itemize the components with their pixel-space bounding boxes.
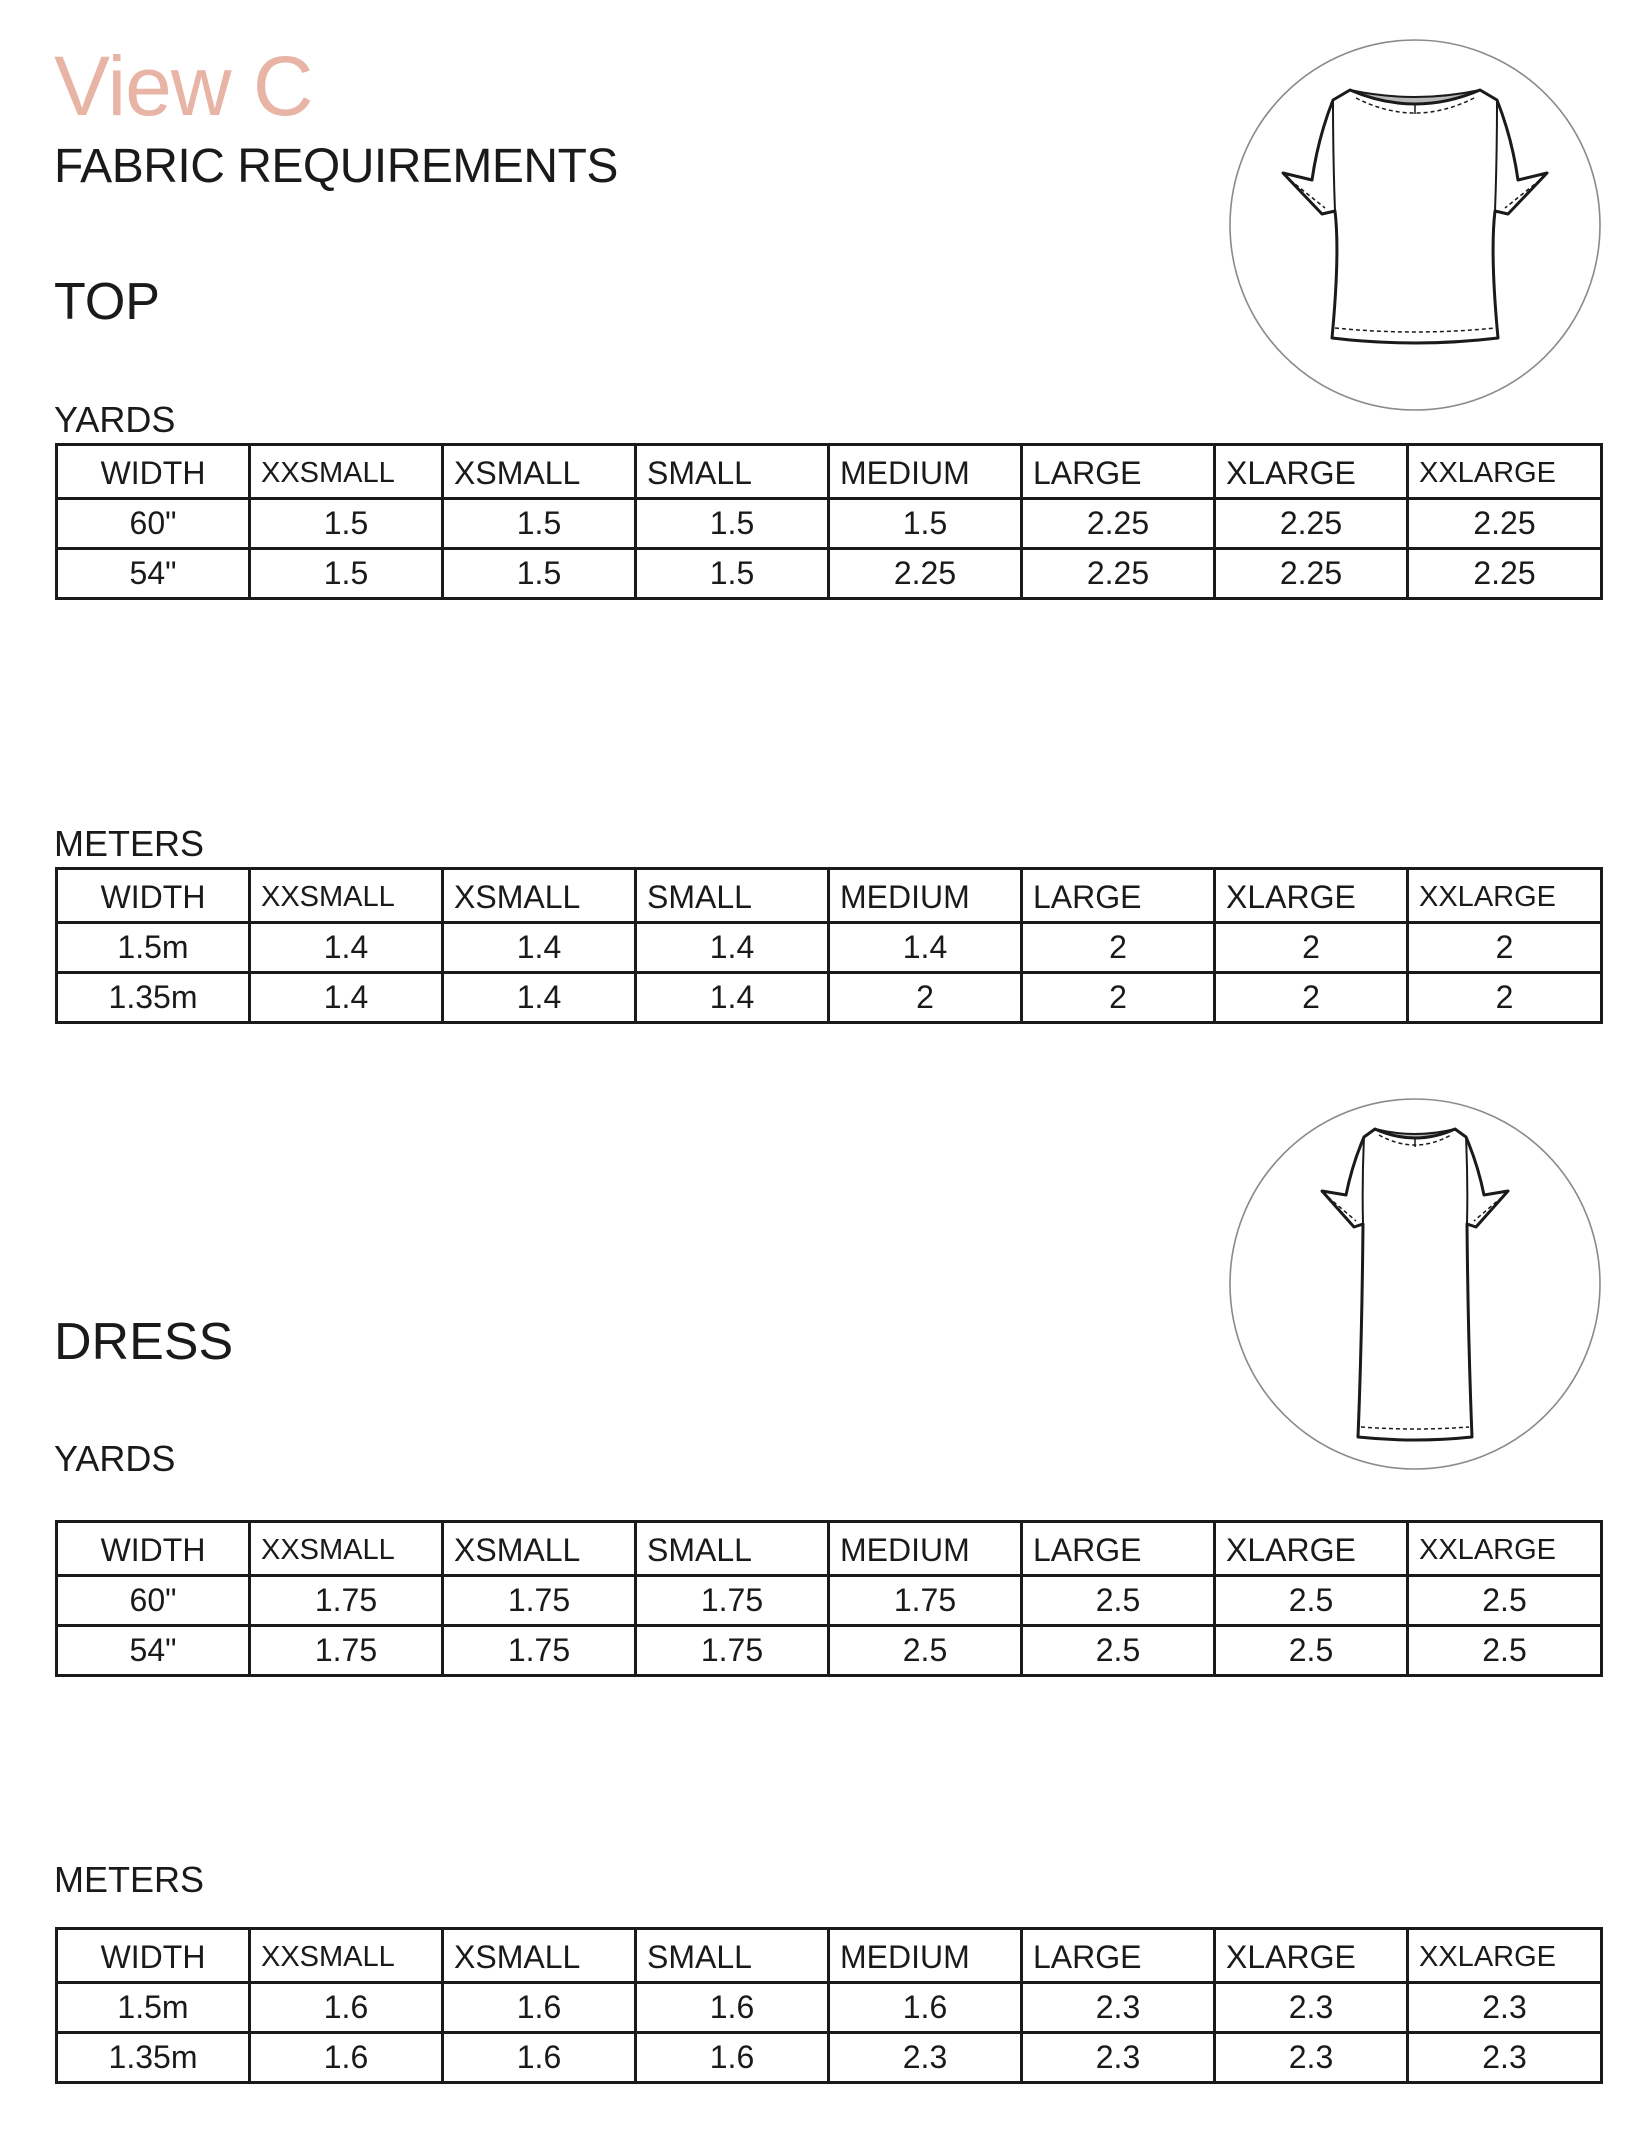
dress-yards-label: YARDS — [54, 1438, 176, 1479]
value-cell: 2 — [1022, 973, 1215, 1023]
top-yards-table — [55, 443, 1603, 600]
value-cell: 2.25 — [1215, 549, 1408, 599]
width-cell: 1.35m — [57, 973, 250, 1023]
dress-meters-label: METERS — [54, 1859, 205, 1900]
size-header: XXLARGE — [1408, 445, 1602, 499]
value-cell: 2.5 — [1022, 1576, 1215, 1626]
width-cell: 1.5m — [57, 1983, 250, 2033]
dress-yards-table — [55, 1520, 1603, 1677]
value-cell: 2.25 — [1022, 499, 1215, 549]
value-cell: 2.5 — [1215, 1626, 1408, 1676]
value-cell: 1.5 — [636, 549, 829, 599]
table-row — [57, 1576, 1602, 1626]
size-header: SMALL — [636, 445, 829, 499]
top-meters-label: METERS — [54, 823, 205, 864]
size-header: SMALL — [636, 869, 829, 923]
value-cell: 2.5 — [829, 1626, 1022, 1676]
value-cell: 2.3 — [1022, 2033, 1215, 2083]
width-header: WIDTH — [57, 1929, 250, 1983]
value-cell: 2.25 — [1408, 499, 1602, 549]
dress-meters-table — [55, 1927, 1603, 2084]
dress-garment-icon — [1228, 1097, 1602, 1471]
value-cell: 1.6 — [636, 2033, 829, 2083]
value-cell: 2.3 — [1215, 2033, 1408, 2083]
value-cell: 1.6 — [443, 2033, 636, 2083]
size-header: XSMALL — [443, 869, 636, 923]
size-header: XLARGE — [1215, 869, 1408, 923]
value-cell: 1.4 — [250, 973, 443, 1023]
value-cell: 2.5 — [1408, 1576, 1602, 1626]
value-cell: 2.3 — [1408, 1983, 1602, 2033]
value-cell: 1.75 — [829, 1576, 1022, 1626]
size-header: XSMALL — [443, 1929, 636, 1983]
top-section-heading: TOP — [54, 273, 160, 331]
size-header: XXSMALL — [250, 1929, 443, 1983]
value-cell: 1.75 — [443, 1626, 636, 1676]
value-cell: 1.6 — [443, 1983, 636, 2033]
width-header: WIDTH — [57, 1522, 250, 1576]
table-header-row — [57, 869, 1602, 923]
table-header-row — [57, 1929, 1602, 1983]
view-title: View C — [54, 39, 313, 133]
value-cell: 2.3 — [1408, 2033, 1602, 2083]
table-row — [57, 973, 1602, 1023]
value-cell: 2.3 — [1022, 1983, 1215, 2033]
table-row — [57, 923, 1602, 973]
value-cell: 1.5 — [250, 499, 443, 549]
size-header: XSMALL — [443, 1522, 636, 1576]
size-header: MEDIUM — [829, 445, 1022, 499]
width-cell: 54" — [57, 1626, 250, 1676]
value-cell: 2.3 — [829, 2033, 1022, 2083]
top-garment-icon — [1228, 38, 1602, 412]
width-cell: 60" — [57, 1576, 250, 1626]
value-cell: 1.5 — [636, 499, 829, 549]
size-header: LARGE — [1022, 445, 1215, 499]
document-title: FABRIC REQUIREMENTS — [54, 140, 618, 193]
value-cell: 1.5 — [250, 549, 443, 599]
value-cell: 1.75 — [636, 1576, 829, 1626]
value-cell: 2 — [1022, 923, 1215, 973]
table-header-row — [57, 445, 1602, 499]
size-header: LARGE — [1022, 1522, 1215, 1576]
value-cell: 1.4 — [636, 973, 829, 1023]
size-header: XXLARGE — [1408, 1522, 1602, 1576]
dress-section-heading: DRESS — [54, 1313, 234, 1371]
width-cell: 60" — [57, 499, 250, 549]
size-header: SMALL — [636, 1522, 829, 1576]
value-cell: 1.6 — [250, 2033, 443, 2083]
value-cell: 1.5 — [443, 549, 636, 599]
size-header: XLARGE — [1215, 1522, 1408, 1576]
value-cell: 2.5 — [1408, 1626, 1602, 1676]
table-row — [57, 1983, 1602, 2033]
size-header: XLARGE — [1215, 1929, 1408, 1983]
width-cell: 54" — [57, 549, 250, 599]
value-cell: 2.25 — [1408, 549, 1602, 599]
width-cell: 1.5m — [57, 923, 250, 973]
size-header: LARGE — [1022, 1929, 1215, 1983]
width-cell: 1.35m — [57, 2033, 250, 2083]
value-cell: 1.75 — [636, 1626, 829, 1676]
size-header: MEDIUM — [829, 1929, 1022, 1983]
size-header: XXSMALL — [250, 445, 443, 499]
size-header: MEDIUM — [829, 869, 1022, 923]
size-header: MEDIUM — [829, 1522, 1022, 1576]
value-cell: 2.3 — [1215, 1983, 1408, 2033]
value-cell: 1.75 — [250, 1576, 443, 1626]
table-row — [57, 1626, 1602, 1676]
table-row — [57, 499, 1602, 549]
value-cell: 2.25 — [829, 549, 1022, 599]
value-cell: 1.75 — [250, 1626, 443, 1676]
size-header: LARGE — [1022, 869, 1215, 923]
width-header: WIDTH — [57, 445, 250, 499]
value-cell: 1.6 — [250, 1983, 443, 2033]
value-cell: 2 — [1408, 923, 1602, 973]
value-cell: 2.5 — [1022, 1626, 1215, 1676]
value-cell: 1.4 — [829, 923, 1022, 973]
value-cell: 2 — [1215, 973, 1408, 1023]
value-cell: 1.4 — [443, 973, 636, 1023]
size-header: XXSMALL — [250, 869, 443, 923]
top-meters-table — [55, 867, 1603, 1024]
value-cell: 1.4 — [636, 923, 829, 973]
value-cell: 2 — [829, 973, 1022, 1023]
value-cell: 2.5 — [1215, 1576, 1408, 1626]
size-header: XXLARGE — [1408, 1929, 1602, 1983]
value-cell: 1.5 — [443, 499, 636, 549]
size-header: XXSMALL — [250, 1522, 443, 1576]
size-header: XLARGE — [1215, 445, 1408, 499]
value-cell: 2.25 — [1022, 549, 1215, 599]
size-header: XXLARGE — [1408, 869, 1602, 923]
value-cell: 1.75 — [443, 1576, 636, 1626]
value-cell: 1.4 — [443, 923, 636, 973]
value-cell: 2 — [1408, 973, 1602, 1023]
value-cell: 1.4 — [250, 923, 443, 973]
table-row — [57, 2033, 1602, 2083]
value-cell: 2 — [1215, 923, 1408, 973]
top-yards-label: YARDS — [54, 399, 176, 440]
table-header-row — [57, 1522, 1602, 1576]
value-cell: 1.6 — [636, 1983, 829, 2033]
value-cell: 2.25 — [1215, 499, 1408, 549]
width-header: WIDTH — [57, 869, 250, 923]
value-cell: 1.5 — [829, 499, 1022, 549]
size-header: SMALL — [636, 1929, 829, 1983]
value-cell: 1.6 — [829, 1983, 1022, 2033]
table-row — [57, 549, 1602, 599]
size-header: XSMALL — [443, 445, 636, 499]
